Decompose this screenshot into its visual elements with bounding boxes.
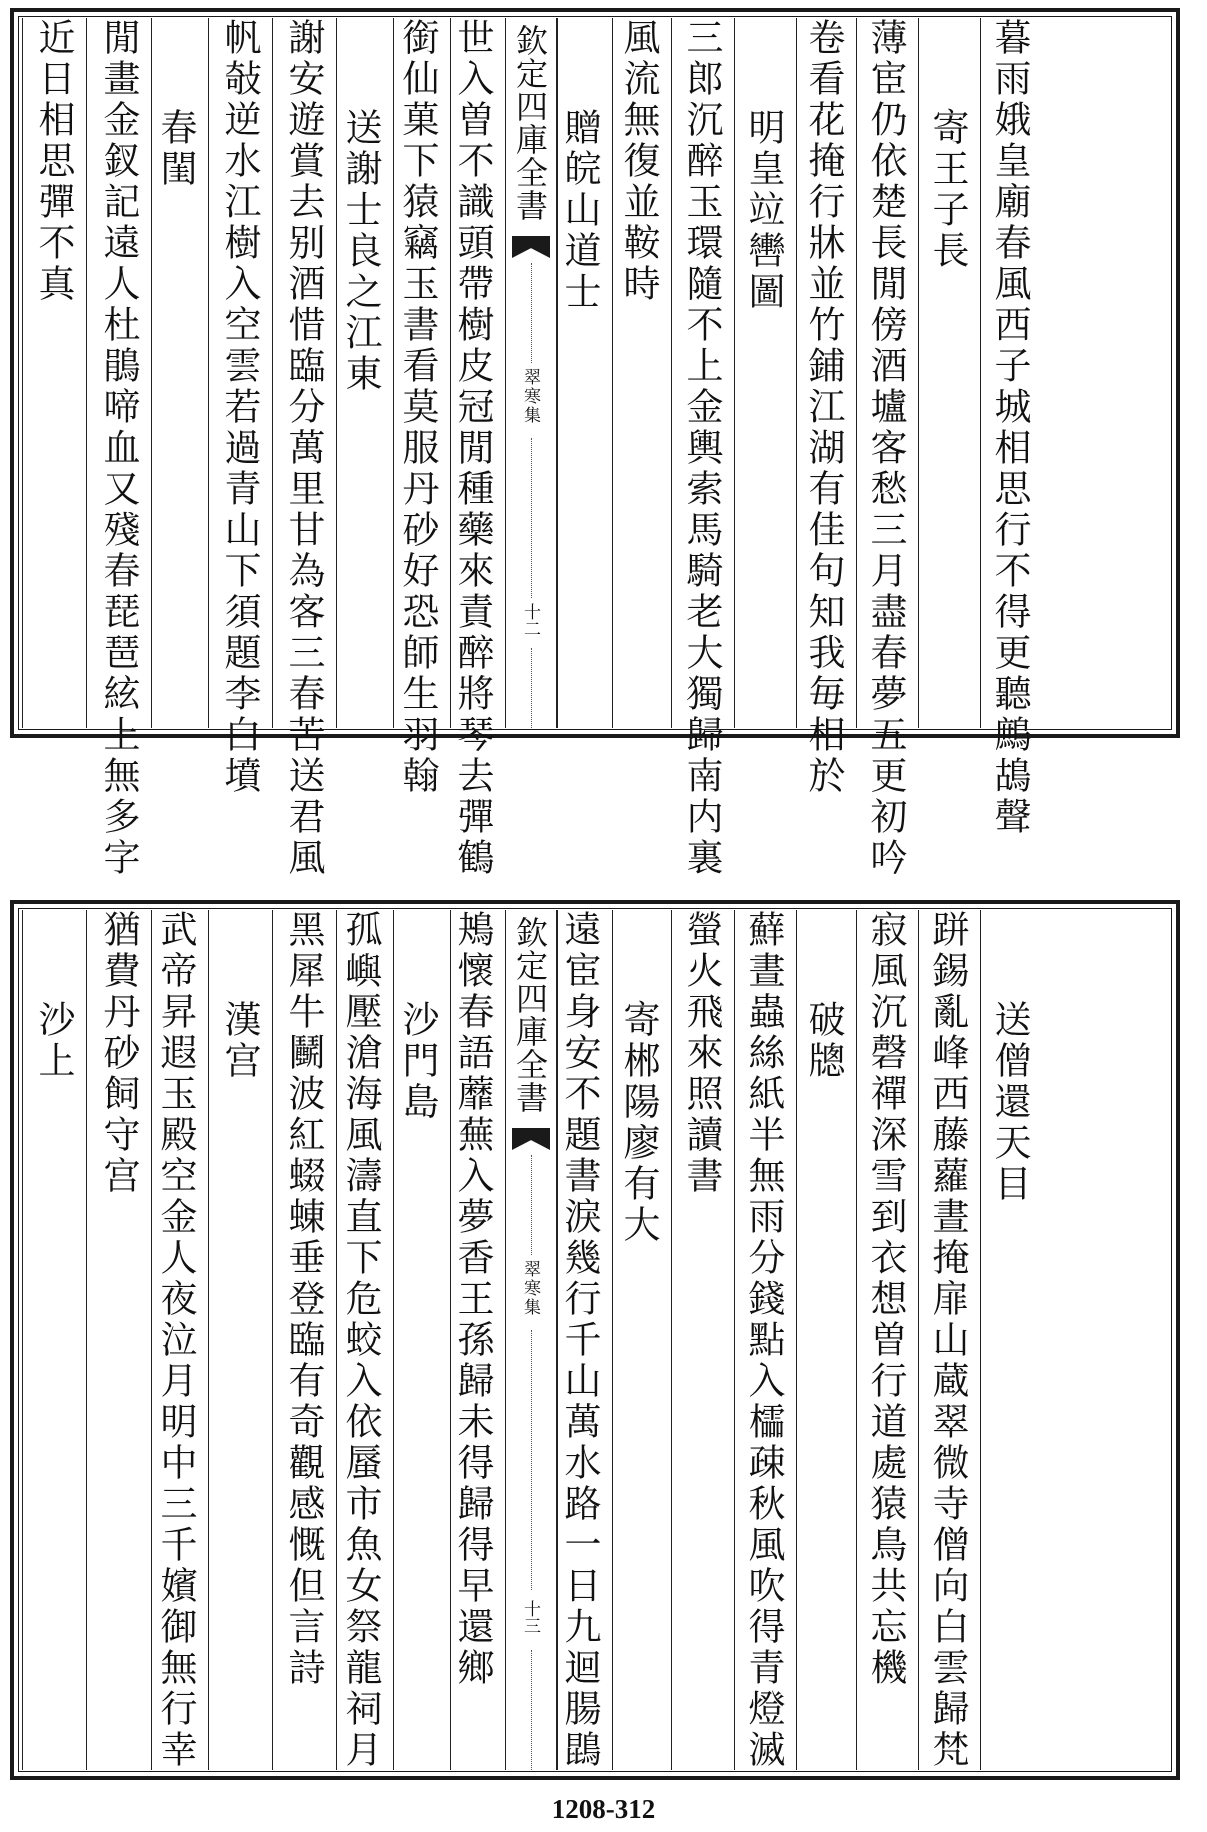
verse-line: 暮雨娥皇廟春風西子城相思行不得更聽鷓鴣聲 [988, 18, 1031, 838]
column [671, 910, 734, 1770]
column [918, 18, 980, 728]
column [557, 18, 612, 728]
column [671, 18, 734, 879]
column [151, 18, 208, 728]
column [208, 910, 272, 1770]
page-number: 十二 [520, 603, 540, 637]
poem-title: 寄王子長 [926, 108, 969, 272]
fold-line [531, 1650, 532, 1770]
top-page [10, 8, 1180, 879]
column [557, 910, 612, 1770]
fold-line [531, 263, 532, 363]
poem-title: 明皇竝轡圖 [742, 108, 785, 313]
column [450, 18, 505, 879]
poem-title: 送謝士良之江東 [339, 108, 382, 395]
poem-title: 漢宫 [218, 1000, 261, 1082]
verse-line: 銜仙菓下猿竊玉書看莫服丹砂好恐師生羽翰 [396, 18, 439, 797]
verse-line: 孤嶼壓滄海風濤直下危蛟入依蜃市魚女祭龍祠月 [339, 910, 382, 1771]
book-title: 欽定四庫全書 [511, 916, 549, 1114]
page-code: 1208-312 [551, 1794, 656, 1824]
column [22, 910, 86, 1770]
poem-title: 沙上 [32, 1000, 75, 1082]
collection-name: 翠寒集 [520, 368, 540, 425]
column [612, 18, 671, 728]
book-title: 欽定四庫全書 [511, 24, 549, 222]
column [980, 910, 1042, 1770]
fishtail-mark [512, 1128, 550, 1150]
verse-line: 三郎沉醉玉環隨不上金輿索馬騎老大獨歸南内裏 [680, 18, 723, 879]
verse-line: 黑犀牛鬭波紅蝃蝀垂登臨有奇觀感慨但言詩 [282, 910, 325, 1689]
column [918, 910, 980, 1770]
column [796, 910, 856, 1770]
column [856, 910, 918, 1770]
collection-name: 翠寒集 [520, 1260, 540, 1317]
verse-line: 寂風沉磬禪深雪到衣想曽行道處猿鳥共忘機 [864, 910, 907, 1689]
poem-title: 破牕 [802, 1000, 845, 1082]
column [22, 18, 86, 728]
poem-title: 春閨 [154, 108, 197, 190]
fishtail-mark [512, 236, 550, 258]
verse-line: 遠宦身安不題書淚幾行千山萬水路一日九迴腸鵾 [558, 910, 601, 1771]
verse-line: 薄宦仍依楚長閒傍酒壚客愁三月盡春夢五更初吟 [864, 18, 907, 879]
verse-line: 猶費丹砂飼守宫 [97, 910, 140, 1197]
column [151, 910, 208, 1770]
verse-line: 近日相思彈不真 [32, 18, 75, 305]
column [208, 18, 272, 797]
column [450, 910, 505, 1770]
verse-line: 閒畫金釵記遠人杜鵑啼血又殘春琵琶絃上無多字 [97, 18, 140, 879]
verse-line: 螢火飛來照讀書 [680, 910, 723, 1197]
bottom-page [10, 900, 1180, 1780]
column [734, 910, 796, 1770]
fold-line [531, 648, 532, 728]
poem-title: 寄郴陽廖有大 [617, 1000, 660, 1246]
column [612, 910, 671, 1770]
verse-line: 鴂懷春語蘼蕪入夢香王孫歸未得歸得早還鄉 [451, 910, 494, 1689]
poem-title: 贈皖山道士 [558, 108, 601, 313]
column [796, 18, 856, 797]
verse-line: 風流無復並鞍時 [617, 18, 660, 305]
fold-line [531, 1330, 532, 1590]
poem-title: 沙門島 [396, 1000, 439, 1123]
verse-line: 世入曽不識頭帶樹皮冠閒種藥來責醉將琴去彈鶴 [451, 18, 494, 879]
column [856, 18, 918, 879]
verse-line: 跰錫亂峰西藤蘿晝掩扉山蔵翠微寺僧向白雲歸梵 [926, 910, 969, 1771]
verse-line: 帆敧逆水江樹入空雲若過青山下須題李白墳 [218, 18, 261, 797]
poem-title: 送僧還天目 [988, 1000, 1031, 1205]
verse-line: 卷看花掩行牀並竹鋪江湖有佳句知我毎相於 [802, 18, 845, 797]
fold-line [531, 1155, 532, 1255]
verse-line: 蘚晝蟲絲紙半無雨分錢點入櫺疎秋風吹得青燈滅 [742, 910, 785, 1771]
page-number: 十三 [520, 1600, 540, 1634]
verse-line: 武帝昇遐玉殿空金人夜泣月明中三千嬪御無行幸 [154, 910, 197, 1771]
column [980, 18, 1042, 838]
verse-line: 謝安遊賞去别酒惜臨分萬里甘為客三春苦送君風 [282, 18, 325, 879]
column [734, 18, 796, 728]
fold-line [531, 438, 532, 598]
